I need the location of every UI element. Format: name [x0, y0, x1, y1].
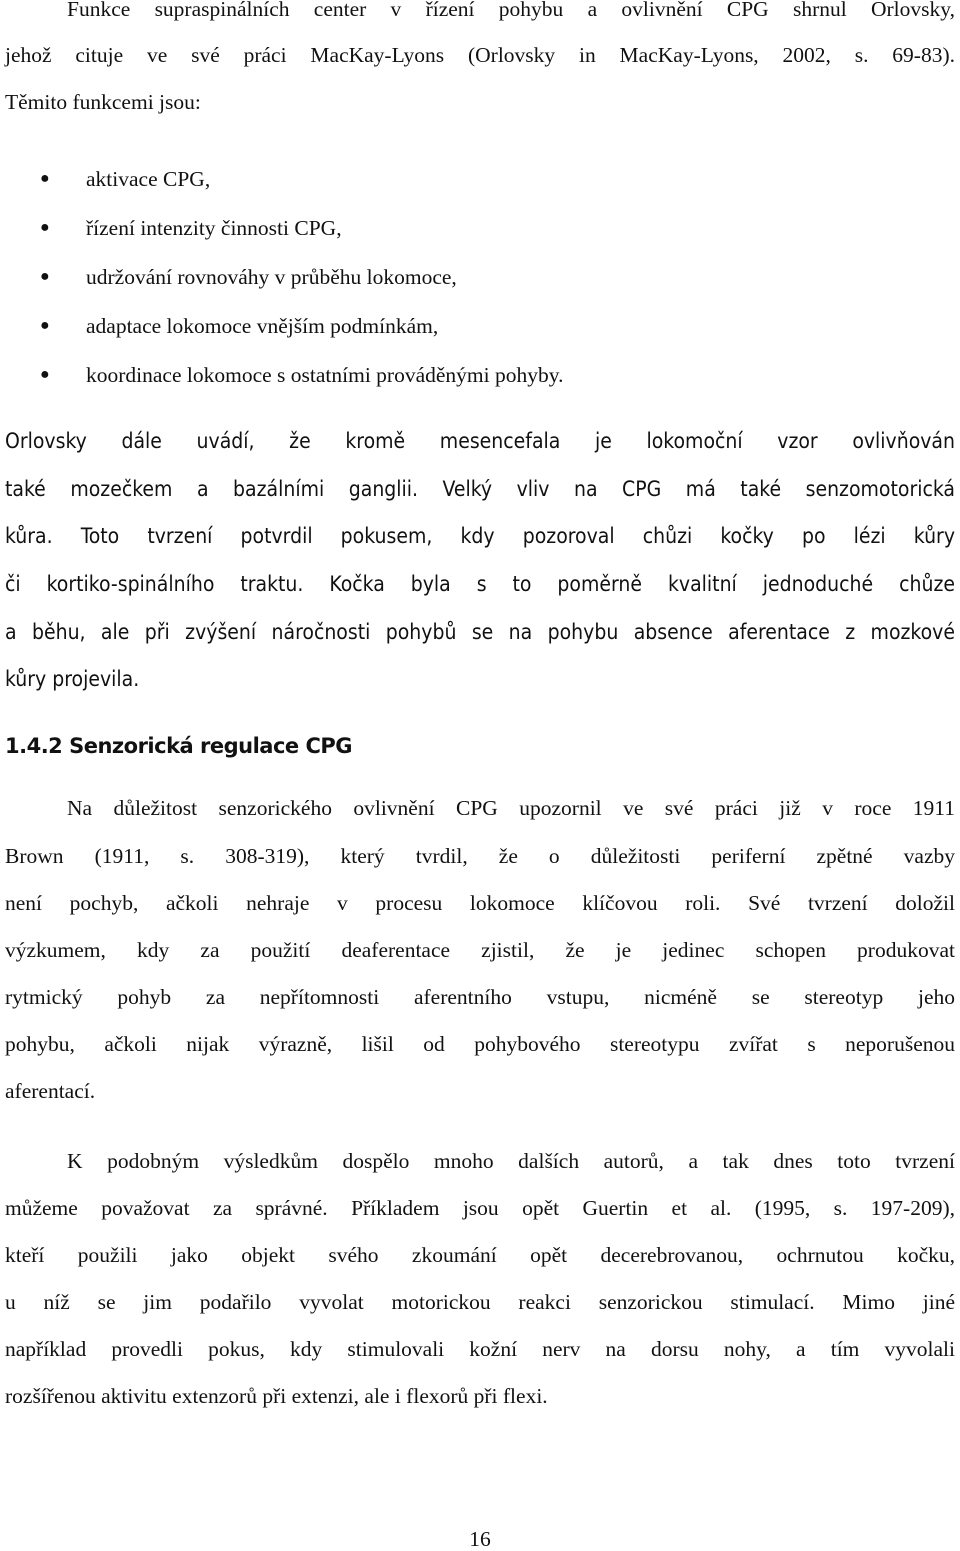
text-line: rozšířenou aktivitu extenzorů při extenzi, ale i flexorů při flexi.: [5, 1384, 548, 1408]
list-item: [40, 169, 210, 191]
text-line: Orlovsky dále uvádí, že kromě mesencefala je lokomoční vzor ovlivňován: [5, 429, 955, 453]
text-line: pohybu, ačkoli nijak výrazně, lišil od pohybového stereotypu zvířat s neporušenou: [5, 1032, 955, 1056]
section-heading: 1.4.2 Senzorická regulace CPG: [5, 734, 353, 758]
list-item-text: udržování rovnováhy v průběhu lokomoce,: [86, 265, 457, 289]
list-item-text: řízení intenzity činnosti CPG,: [86, 216, 342, 240]
text-line: Brown (1911, s. 308-319), který tvrdil, že o důležitosti periferní zpětné vazby: [5, 844, 955, 868]
text-line: kůra. Toto tvrzení potvrdil pokusem, kdy pozoroval chůzi kočky po lézi kůry: [5, 524, 955, 548]
text-line: či kortiko-spinálního traktu. Kočka byla s to poměrně kvalitní jednoduché chůze: [5, 572, 955, 596]
list-item: [40, 218, 342, 240]
text-line: Těmito funkcemi jsou:: [5, 90, 201, 114]
text-line: kůry projevila.: [5, 667, 140, 691]
bullet-icon: ●: [40, 219, 50, 236]
text-line: není pochyb, ačkoli nehraje v procesu lokomoce klíčovou roli. Své tvrzení doložil: [5, 891, 955, 915]
text-line: Funkce supraspinálních center v řízení pohybu a ovlivnění CPG shrnul Orlovsky,: [67, 0, 955, 21]
bullet-icon: ●: [40, 317, 50, 334]
text-line: kteří použili jako objekt svého zkoumání opět decerebrovanou, ochrnutou kočku,: [5, 1243, 955, 1267]
bullet-icon: ●: [40, 170, 50, 187]
text-line: například provedli pokus, kdy stimulovali kožní nerv na dorsu nohy, a tím vyvolali: [5, 1337, 955, 1361]
text-line: aferentací.: [5, 1079, 96, 1103]
list-item-text: adaptace lokomoce vnějším podmínkám,: [86, 314, 439, 338]
text-line: rytmický pohyb za nepřítomnosti aferentního vstupu, nicméně se stereotyp jeho: [5, 985, 955, 1009]
bullet-icon: ●: [40, 366, 50, 383]
list-item: [40, 316, 438, 338]
list-item-text: aktivace CPG,: [86, 167, 211, 191]
bullet-icon: ●: [40, 268, 50, 285]
text-line: a běhu, ale při zvýšení náročnosti pohybů se na pohybu absence aferentace z mozkové: [5, 620, 955, 644]
text-line: u níž se jim podařilo vyvolat motorickou reakci senzorickou stimulací. Mimo jiné: [5, 1290, 955, 1314]
text-line: také mozečkem a bazálními ganglii. Velký vliv na CPG má také senzomotorická: [5, 477, 955, 501]
text-line: Na důležitost senzorického ovlivnění CPG upozornil ve své práci již v roce 1911: [67, 796, 955, 820]
list-item: [40, 267, 457, 289]
list-item-text: koordinace lokomoce s ostatními prováděnými pohyby.: [86, 363, 564, 387]
list-item: [40, 365, 563, 387]
text-line: K podobným výsledkům dospělo mnoho dalších autorů, a tak dnes toto tvrzení: [67, 1149, 955, 1173]
text-line: jehož cituje ve své práci MacKay-Lyons (Orlovsky in MacKay-Lyons, 2002, s. 69-83).: [5, 43, 955, 67]
text-line: můžeme považovat za správné. Příkladem jsou opět Guertin et al. (1995, s. 197-209),: [5, 1196, 955, 1220]
text-line: výzkumem, kdy za použití deaferentace zjistil, že je jedinec schopen produkovat: [5, 938, 955, 962]
page-number: 16: [469, 1527, 491, 1551]
